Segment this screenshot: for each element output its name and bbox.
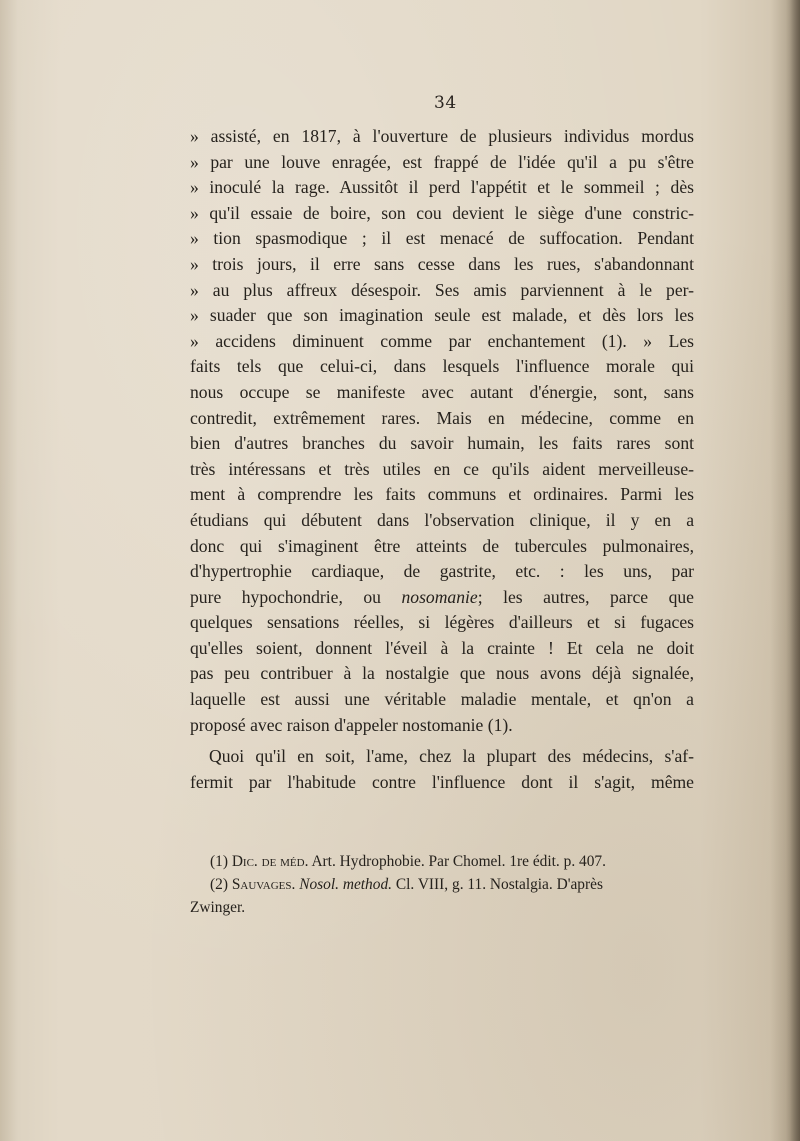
page-number: 34 — [434, 93, 457, 113]
footnote-mark: (2) — [210, 876, 228, 893]
text-segment: ; les autres, parce que — [477, 586, 694, 607]
text-line: » tion spasmodique ; il est menacé de suffocation. Pendant — [190, 228, 694, 249]
text-line: nous occupe se manifeste avec autant d'énergie, sont, sans — [190, 381, 694, 402]
text-line: contredit, extrêmement rares. Mais en médecine, comme en — [190, 407, 694, 428]
text-line: donc qui s'imaginent être atteints de tubercules pulmonaires, — [190, 535, 694, 556]
text-line: ment à comprendre les faits communs et ordinaires. Parmi les — [190, 484, 694, 505]
text-line: laquelle est aussi une véritable maladie mentale, et qn'on a — [190, 689, 694, 710]
text-line: faits tels que celui-ci, dans lesquels l'influence morale qui — [190, 356, 694, 377]
text-line: » inoculé la rage. Aussitôt il perd l'appétit et le sommeil ; dès — [190, 177, 694, 198]
footnotes — [190, 850, 694, 919]
text-line: » qu'il essaie de boire, son cou devient le siège d'une constric- — [190, 202, 694, 223]
footnote-1 — [190, 850, 694, 873]
text-line: bien d'autres branches du savoir humain, les faits rares sont — [190, 433, 694, 454]
footnote-source: Dic. de méd. — [231, 853, 309, 870]
text-line: » assisté, en 1817, à l'ouverture de plusieurs individus mordus — [190, 126, 694, 146]
paragraph-start-line: Quoi qu'il en soit, l'ame, chez la plupart des médecins, s'af- — [209, 746, 694, 767]
text-line: qu'elles soient, donnent l'éveil à la crainte ! Et cela ne doit — [190, 637, 694, 658]
footnote-2-continuation: Zwinger. — [190, 899, 246, 916]
text-line: quelques sensations réelles, si légères d'ailleurs et si fugaces — [190, 612, 694, 633]
footnote-author: Sauvages. — [231, 876, 296, 893]
text-line-with-italic — [190, 585, 694, 611]
footnote-work-title: Nosol. method. — [299, 876, 392, 893]
footnote-text: Art. Hydrophobie. Par Chomel. 1re édit. p. 407. — [311, 853, 606, 870]
text-line: très intéressans et très utiles en ce qu'ils aident merveilleuse- — [190, 458, 694, 479]
text-line: » suader que son imagination seule est malade, et dès lors les — [190, 305, 694, 326]
text-line: pas peu contribuer à la nostalgie que nous avons déjà signalée, — [190, 663, 694, 684]
text-line: » trois jours, il erre sans cesse dans les rues, s'abandonnant — [190, 253, 694, 274]
footnote-2 — [190, 873, 694, 896]
body-text — [190, 124, 694, 795]
paragraph-end-line: proposé avec raison d'appeler nostomanie (1). — [190, 714, 513, 735]
text-line: » au plus affreux désespoir. Ses amis parviennent à le per- — [190, 279, 694, 300]
text-line: étudians qui débutent dans l'observation clinique, il y en a — [190, 509, 694, 530]
text-line: d'hypertrophie cardiaque, de gastrite, etc. : les uns, par — [190, 561, 694, 582]
text-line: » accidens diminuent comme par enchantement (1). » Les — [190, 330, 694, 351]
page-edge-shadow — [786, 0, 800, 1141]
footnote-mark: (1) — [210, 853, 228, 870]
text-line: fermit par l'habitude contre l'influence dont il s'agit, même — [190, 771, 694, 792]
footnote-text: Cl. VIII, g. 11. Nostalgia. D'après — [395, 876, 603, 893]
italic-term: nosomanie — [401, 586, 478, 607]
text-segment: pure hypochondrie, ou — [190, 586, 402, 607]
text-line: » par une louve enragée, est frappé de l'idée qu'il a pu s'être — [190, 151, 694, 172]
